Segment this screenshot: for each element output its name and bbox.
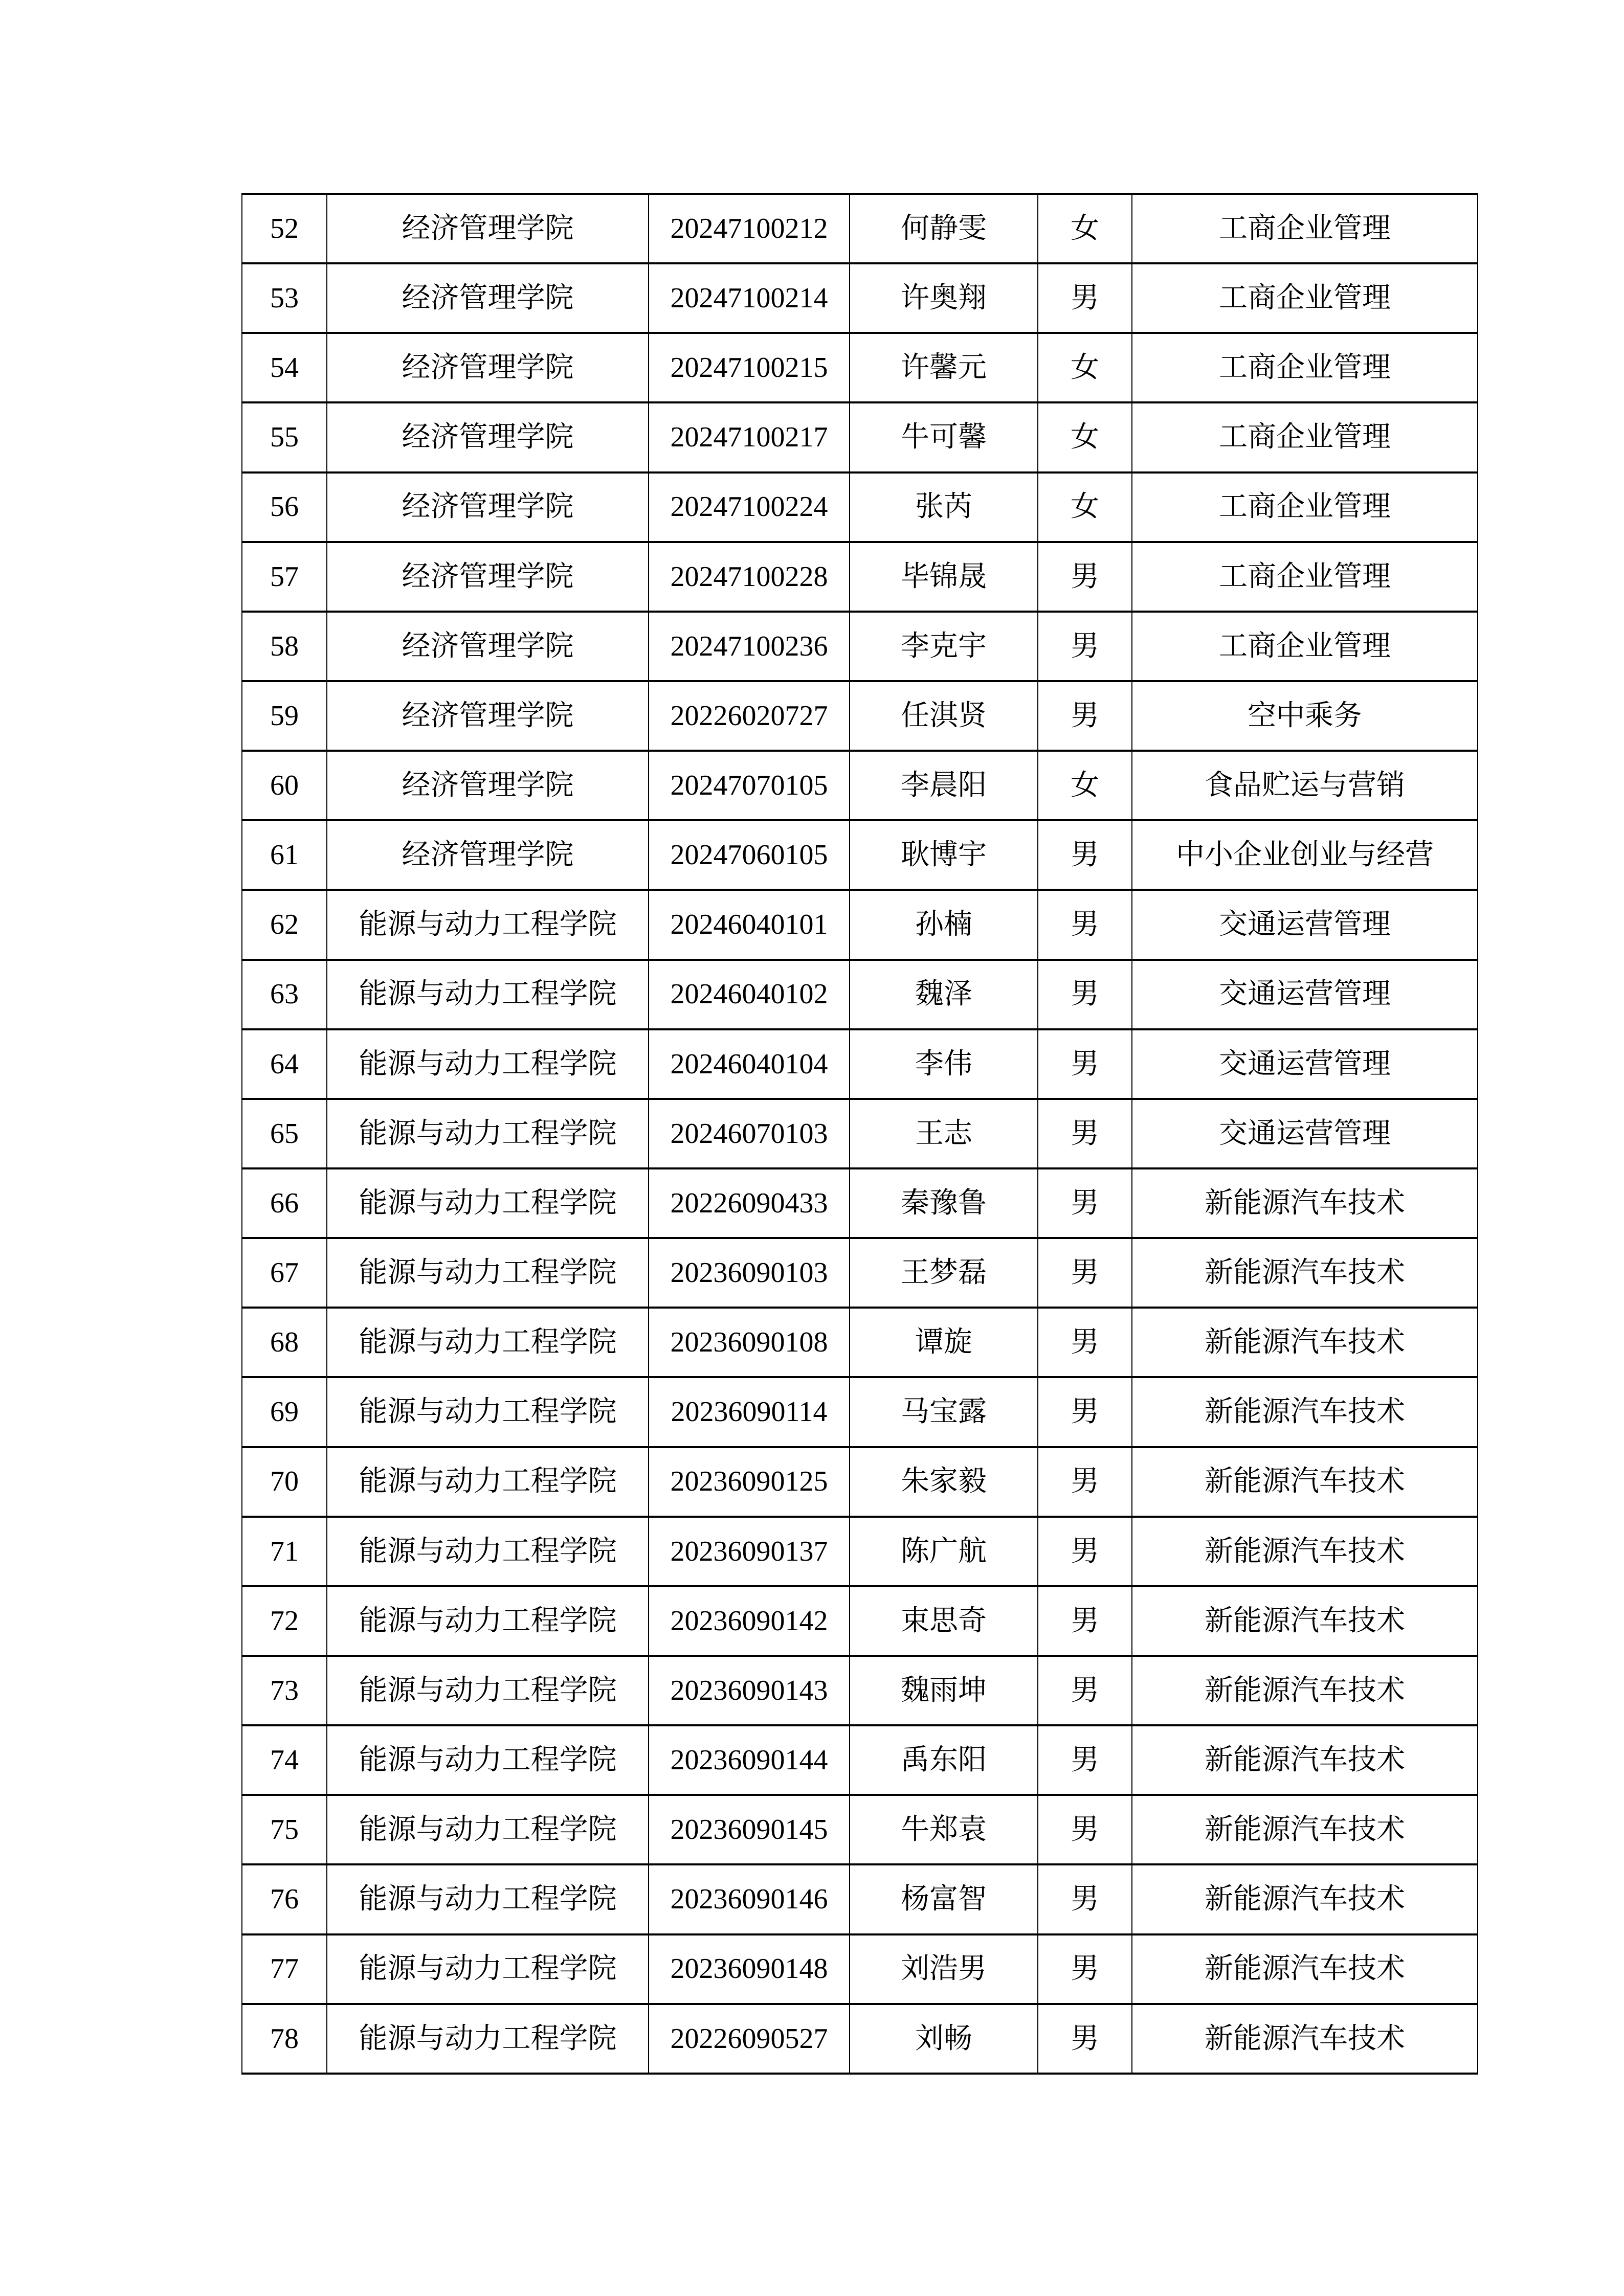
table-row (242, 1099, 1478, 1168)
cell-major: 新能源汽车技术 (1132, 1725, 1478, 1795)
cell-gender: 女 (1038, 333, 1132, 402)
cell-gender: 男 (1038, 542, 1132, 612)
cell-name: 牛郑袁 (850, 1795, 1038, 1864)
cell-major: 新能源汽车技术 (1132, 1586, 1478, 1656)
cell-major: 工商企业管理 (1132, 402, 1478, 472)
cell-college: 经济管理学院 (327, 402, 649, 472)
cell-index: 74 (242, 1725, 327, 1795)
cell-index: 76 (242, 1864, 327, 1934)
cell-college: 能源与动力工程学院 (327, 1656, 649, 1725)
cell-student-id: 20246040102 (649, 960, 850, 1029)
cell-major: 新能源汽车技术 (1132, 1308, 1478, 1377)
cell-college: 经济管理学院 (327, 751, 649, 820)
cell-college: 能源与动力工程学院 (327, 1447, 649, 1517)
cell-college: 经济管理学院 (327, 681, 649, 751)
cell-gender: 男 (1038, 820, 1132, 890)
cell-gender: 男 (1038, 1238, 1132, 1308)
cell-name: 李克宇 (850, 612, 1038, 681)
cell-gender: 男 (1038, 1168, 1132, 1238)
cell-index: 60 (242, 751, 327, 820)
cell-gender: 男 (1038, 1308, 1132, 1377)
cell-major: 交通运营管理 (1132, 960, 1478, 1029)
cell-college: 经济管理学院 (327, 194, 649, 263)
cell-gender: 男 (1038, 1864, 1132, 1934)
cell-index: 71 (242, 1517, 327, 1586)
cell-index: 70 (242, 1447, 327, 1517)
cell-gender: 男 (1038, 681, 1132, 751)
cell-gender: 男 (1038, 1934, 1132, 2004)
cell-index: 77 (242, 1934, 327, 2004)
cell-college: 能源与动力工程学院 (327, 1238, 649, 1308)
cell-student-id: 20236090108 (649, 1308, 850, 1377)
cell-index: 52 (242, 194, 327, 263)
table-row (242, 1377, 1478, 1447)
cell-index: 57 (242, 542, 327, 612)
cell-major: 中小企业创业与经营 (1132, 820, 1478, 890)
cell-name: 耿博宇 (850, 820, 1038, 890)
table-row (242, 681, 1478, 751)
table-row (242, 1029, 1478, 1099)
cell-index: 78 (242, 2004, 327, 2074)
cell-index: 58 (242, 612, 327, 681)
cell-index: 73 (242, 1656, 327, 1725)
cell-index: 62 (242, 890, 327, 959)
cell-index: 66 (242, 1168, 327, 1238)
cell-name: 马宝露 (850, 1377, 1038, 1447)
cell-gender: 男 (1038, 1725, 1132, 1795)
cell-name: 牛可馨 (850, 402, 1038, 472)
cell-major: 工商企业管理 (1132, 472, 1478, 542)
cell-name: 王志 (850, 1099, 1038, 1168)
cell-gender: 男 (1038, 1517, 1132, 1586)
cell-student-id: 20247070105 (649, 751, 850, 820)
cell-gender: 男 (1038, 2004, 1132, 2074)
cell-college: 能源与动力工程学院 (327, 2004, 649, 2074)
cell-student-id: 20226090527 (649, 2004, 850, 2074)
cell-index: 69 (242, 1377, 327, 1447)
table-row (242, 1447, 1478, 1517)
cell-gender: 男 (1038, 1656, 1132, 1725)
student-roster-body (242, 194, 1478, 2074)
cell-gender: 男 (1038, 612, 1132, 681)
cell-student-id: 20236090137 (649, 1517, 850, 1586)
cell-college: 经济管理学院 (327, 472, 649, 542)
table-row (242, 1725, 1478, 1795)
cell-major: 新能源汽车技术 (1132, 1377, 1478, 1447)
cell-name: 谭旋 (850, 1308, 1038, 1377)
cell-name: 刘畅 (850, 2004, 1038, 2074)
cell-college: 能源与动力工程学院 (327, 1099, 649, 1168)
cell-gender: 男 (1038, 263, 1132, 333)
cell-major: 新能源汽车技术 (1132, 1795, 1478, 1864)
cell-index: 63 (242, 960, 327, 1029)
cell-index: 68 (242, 1308, 327, 1377)
table-row (242, 612, 1478, 681)
cell-name: 杨富智 (850, 1864, 1038, 1934)
cell-name: 陈广航 (850, 1517, 1038, 1586)
cell-student-id: 20236090143 (649, 1656, 850, 1725)
table-row (242, 1795, 1478, 1864)
cell-student-id: 20236090103 (649, 1238, 850, 1308)
cell-major: 空中乘务 (1132, 681, 1478, 751)
cell-name: 朱家毅 (850, 1447, 1038, 1517)
cell-gender: 男 (1038, 1795, 1132, 1864)
table-row (242, 402, 1478, 472)
cell-student-id: 20226090433 (649, 1168, 850, 1238)
cell-name: 李晨阳 (850, 751, 1038, 820)
cell-major: 新能源汽车技术 (1132, 1864, 1478, 1934)
cell-name: 许馨元 (850, 333, 1038, 402)
cell-index: 55 (242, 402, 327, 472)
cell-college: 能源与动力工程学院 (327, 1168, 649, 1238)
cell-gender: 男 (1038, 1029, 1132, 1099)
cell-index: 65 (242, 1099, 327, 1168)
table-row (242, 194, 1478, 263)
cell-gender: 女 (1038, 472, 1132, 542)
cell-student-id: 20236090114 (649, 1377, 850, 1447)
cell-name: 李伟 (850, 1029, 1038, 1099)
table-row (242, 890, 1478, 959)
cell-student-id: 20236090144 (649, 1725, 850, 1795)
cell-student-id: 20247100214 (649, 263, 850, 333)
cell-student-id: 20247100217 (649, 402, 850, 472)
cell-gender: 男 (1038, 1447, 1132, 1517)
cell-college: 能源与动力工程学院 (327, 1934, 649, 2004)
cell-college: 能源与动力工程学院 (327, 1725, 649, 1795)
cell-name: 刘浩男 (850, 1934, 1038, 2004)
cell-index: 53 (242, 263, 327, 333)
cell-major: 工商企业管理 (1132, 612, 1478, 681)
cell-student-id: 20226020727 (649, 681, 850, 751)
table-row (242, 1934, 1478, 2004)
cell-gender: 女 (1038, 194, 1132, 263)
cell-college: 经济管理学院 (327, 263, 649, 333)
cell-student-id: 20247100224 (649, 472, 850, 542)
cell-student-id: 20236090148 (649, 1934, 850, 2004)
cell-college: 经济管理学院 (327, 333, 649, 402)
cell-major: 食品贮运与营销 (1132, 751, 1478, 820)
cell-student-id: 20236090146 (649, 1864, 850, 1934)
cell-gender: 男 (1038, 1377, 1132, 1447)
cell-index: 61 (242, 820, 327, 890)
cell-college: 能源与动力工程学院 (327, 1795, 649, 1864)
cell-major: 工商企业管理 (1132, 263, 1478, 333)
cell-major: 交通运营管理 (1132, 1099, 1478, 1168)
table-row (242, 542, 1478, 612)
cell-name: 许奥翔 (850, 263, 1038, 333)
cell-index: 75 (242, 1795, 327, 1864)
cell-student-id: 20246040101 (649, 890, 850, 959)
table-row (242, 1517, 1478, 1586)
table-row (242, 960, 1478, 1029)
cell-college: 能源与动力工程学院 (327, 1517, 649, 1586)
cell-student-id: 20247100212 (649, 194, 850, 263)
table-row (242, 1656, 1478, 1725)
table-row (242, 1238, 1478, 1308)
cell-index: 54 (242, 333, 327, 402)
table-row (242, 820, 1478, 890)
cell-name: 束思奇 (850, 1586, 1038, 1656)
cell-college: 经济管理学院 (327, 612, 649, 681)
cell-student-id: 20246070103 (649, 1099, 850, 1168)
cell-college: 能源与动力工程学院 (327, 1308, 649, 1377)
cell-major: 新能源汽车技术 (1132, 1447, 1478, 1517)
cell-college: 经济管理学院 (327, 542, 649, 612)
cell-gender: 男 (1038, 960, 1132, 1029)
cell-name: 禹东阳 (850, 1725, 1038, 1795)
cell-gender: 女 (1038, 751, 1132, 820)
table-row (242, 1586, 1478, 1656)
cell-student-id: 20246040104 (649, 1029, 850, 1099)
cell-student-id: 20247100236 (649, 612, 850, 681)
cell-gender: 男 (1038, 890, 1132, 959)
cell-student-id: 20247060105 (649, 820, 850, 890)
cell-college: 能源与动力工程学院 (327, 1864, 649, 1934)
cell-college: 能源与动力工程学院 (327, 890, 649, 959)
student-roster-table (241, 193, 1478, 2075)
cell-major: 新能源汽车技术 (1132, 1934, 1478, 2004)
table-row (242, 1308, 1478, 1377)
cell-major: 新能源汽车技术 (1132, 1517, 1478, 1586)
cell-college: 能源与动力工程学院 (327, 1029, 649, 1099)
cell-major: 新能源汽车技术 (1132, 1238, 1478, 1308)
cell-index: 67 (242, 1238, 327, 1308)
cell-name: 王梦磊 (850, 1238, 1038, 1308)
cell-gender: 男 (1038, 1099, 1132, 1168)
cell-index: 59 (242, 681, 327, 751)
cell-college: 经济管理学院 (327, 820, 649, 890)
table-row (242, 2004, 1478, 2074)
cell-major: 工商企业管理 (1132, 194, 1478, 263)
cell-major: 新能源汽车技术 (1132, 1656, 1478, 1725)
cell-gender: 男 (1038, 1586, 1132, 1656)
cell-student-id: 20247100215 (649, 333, 850, 402)
cell-name: 魏雨坤 (850, 1656, 1038, 1725)
cell-name: 张芮 (850, 472, 1038, 542)
cell-student-id: 20247100228 (649, 542, 850, 612)
cell-major: 工商企业管理 (1132, 333, 1478, 402)
table-row (242, 1168, 1478, 1238)
cell-index: 72 (242, 1586, 327, 1656)
cell-name: 孙楠 (850, 890, 1038, 959)
cell-name: 毕锦晟 (850, 542, 1038, 612)
cell-name: 何静雯 (850, 194, 1038, 263)
cell-student-id: 20236090142 (649, 1586, 850, 1656)
cell-major: 新能源汽车技术 (1132, 2004, 1478, 2074)
table-row (242, 472, 1478, 542)
table-row (242, 263, 1478, 333)
table-row (242, 751, 1478, 820)
cell-college: 能源与动力工程学院 (327, 1377, 649, 1447)
cell-name: 魏泽 (850, 960, 1038, 1029)
cell-college: 能源与动力工程学院 (327, 1586, 649, 1656)
table-row (242, 1864, 1478, 1934)
cell-student-id: 20236090125 (649, 1447, 850, 1517)
cell-student-id: 20236090145 (649, 1795, 850, 1864)
cell-index: 64 (242, 1029, 327, 1099)
cell-index: 56 (242, 472, 327, 542)
cell-gender: 女 (1038, 402, 1132, 472)
cell-major: 工商企业管理 (1132, 542, 1478, 612)
table-row (242, 333, 1478, 402)
cell-major: 交通运营管理 (1132, 1029, 1478, 1099)
cell-major: 交通运营管理 (1132, 890, 1478, 959)
cell-major: 新能源汽车技术 (1132, 1168, 1478, 1238)
cell-college: 能源与动力工程学院 (327, 960, 649, 1029)
cell-name: 秦豫鲁 (850, 1168, 1038, 1238)
cell-name: 任淇贤 (850, 681, 1038, 751)
